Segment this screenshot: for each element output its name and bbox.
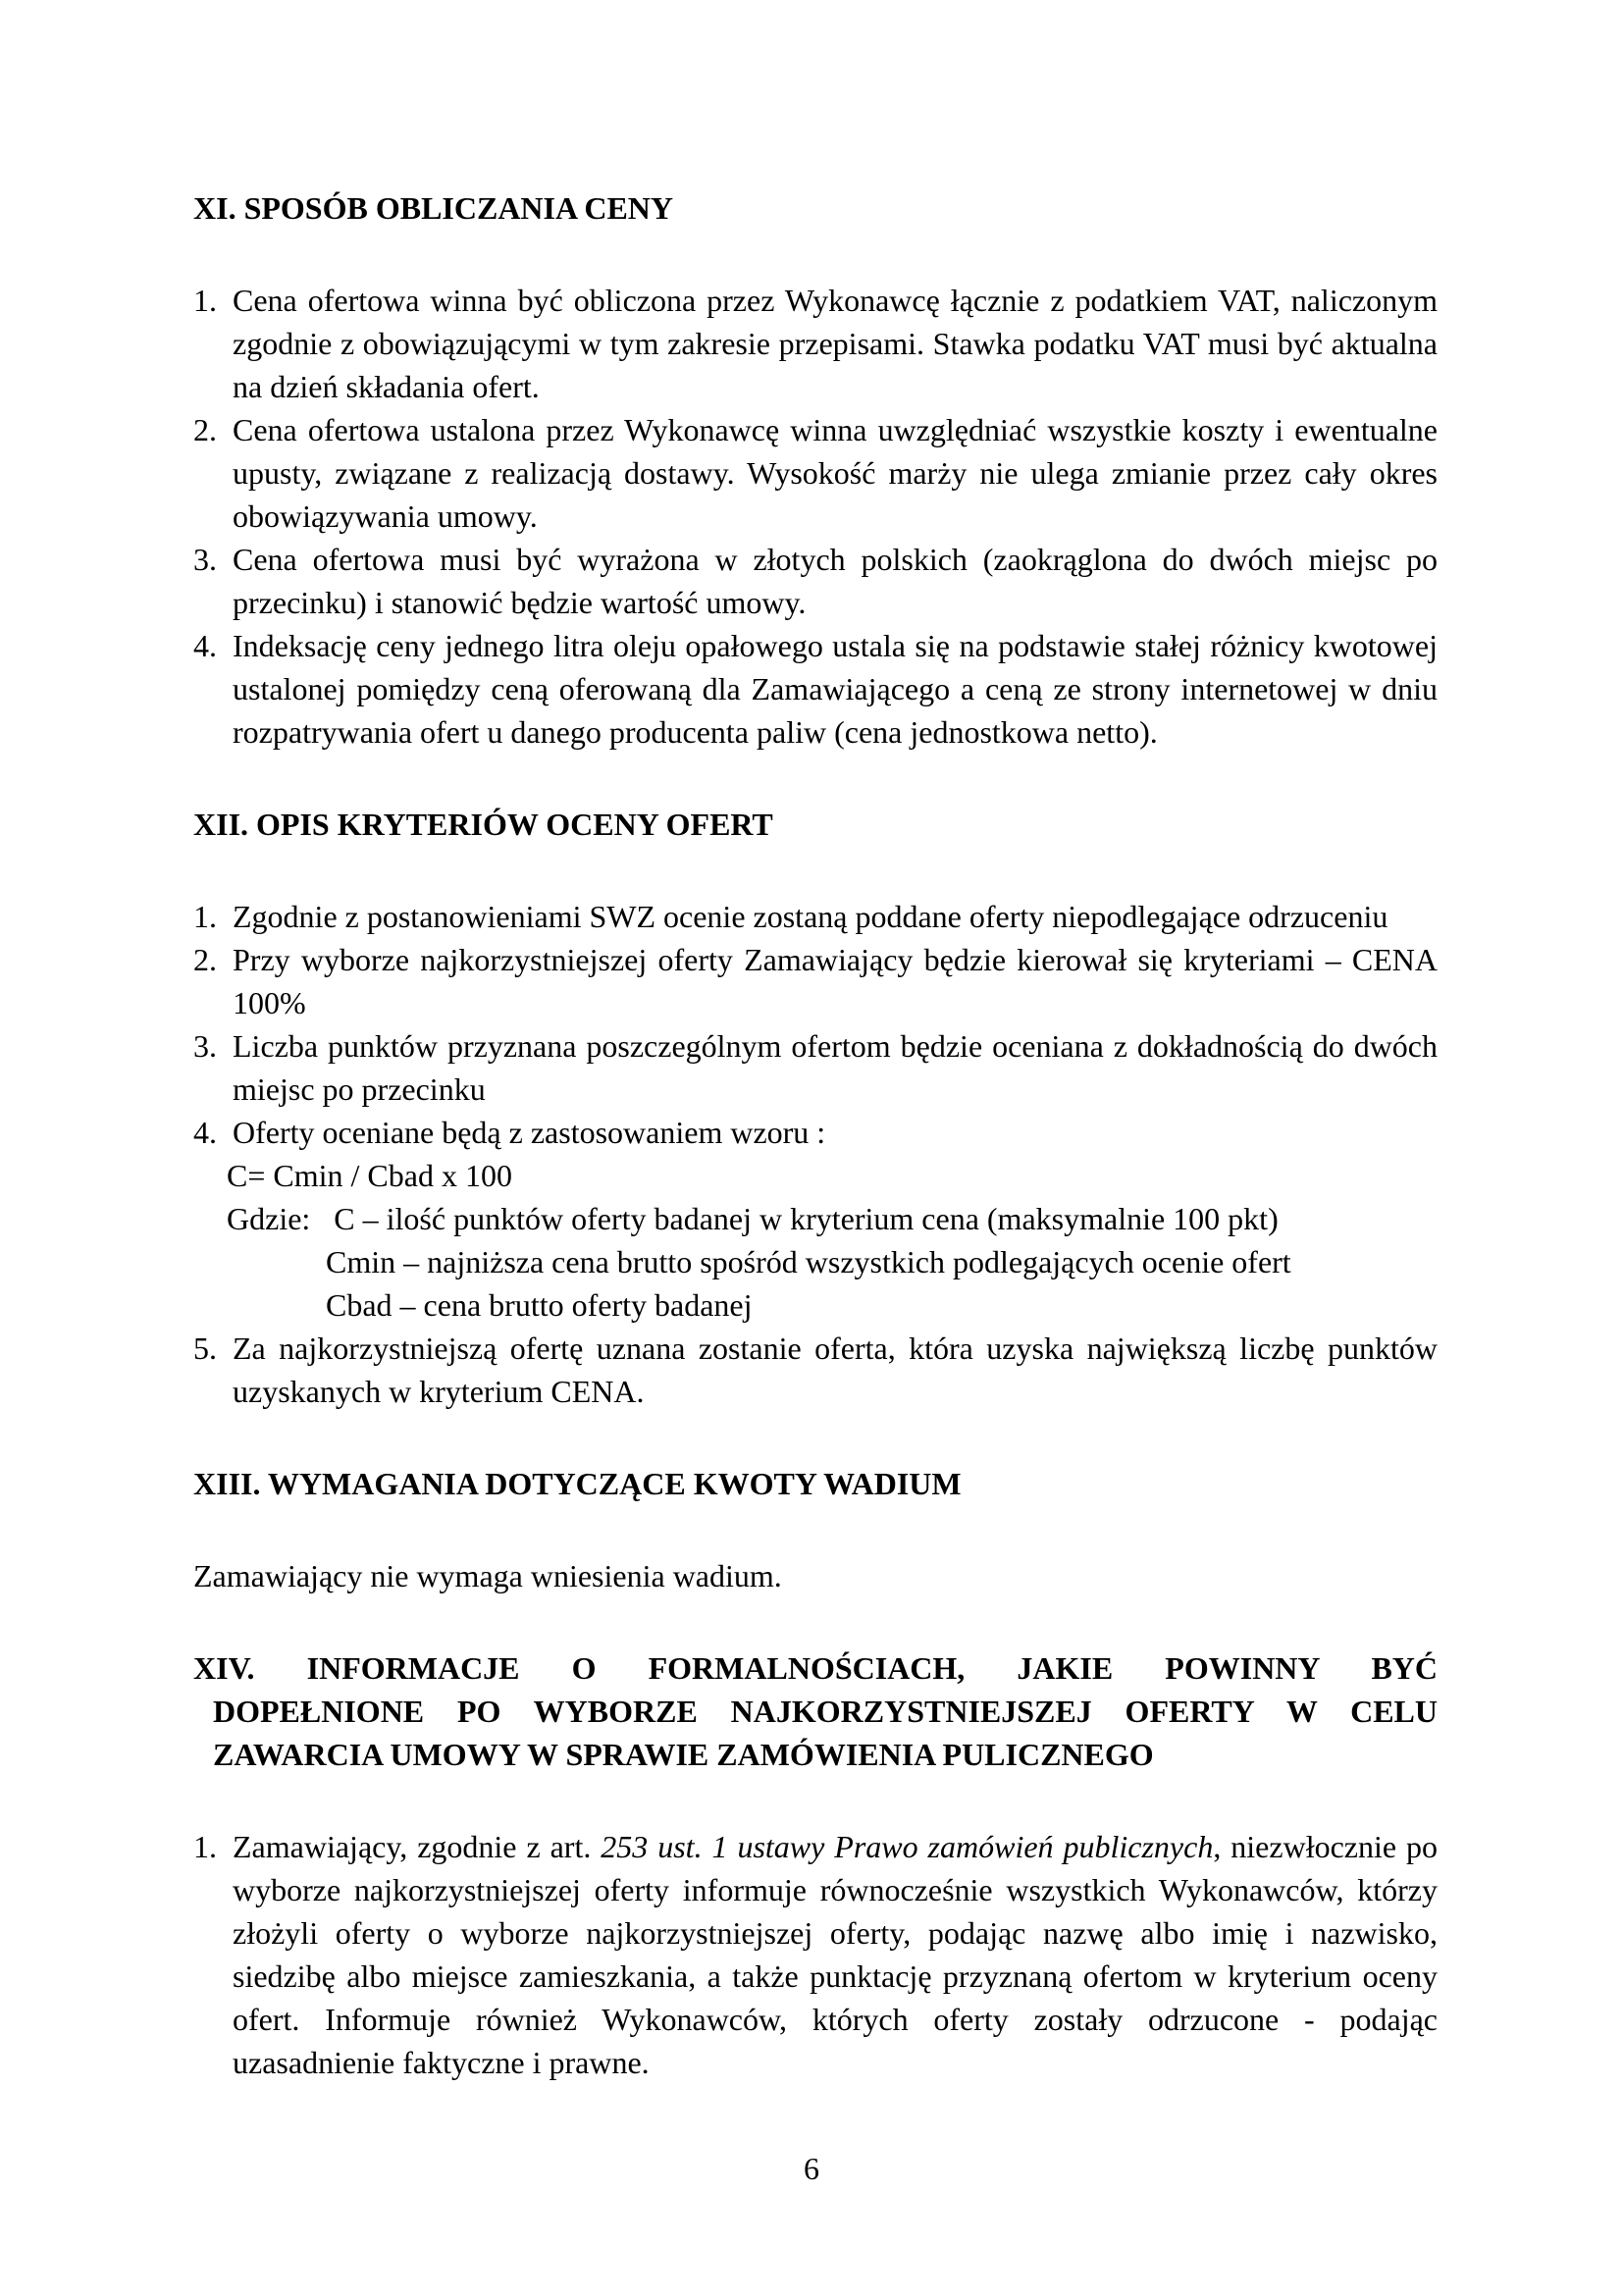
list-item: 1. Cena ofertowa winna być obliczona przez Wykonawcę łącznie z podatkiem VAT, naliczonym zgodnie z obowiązującymi w tym zakresie przepisami. Stawka podatku VAT musi być aktualna na dzień składania ofert.: [193, 283, 1438, 404]
where-cbad: Cbad – cena brutto oferty badanej: [326, 1287, 753, 1323]
list-item: 2. Przy wyborze najkorzystniejszej oferty Zamawiający będzie kierował się kryteriami – CENA 100%: [193, 942, 1438, 1020]
section-xiii-text: Zamawiający nie wymaga wniesienia wadium.: [193, 1558, 782, 1593]
section-xii-list-cont: [193, 1327, 1438, 1413]
section-xiv-list: [193, 1825, 1438, 2084]
section-xii-list: [193, 895, 1438, 1154]
section-xiii-title: XIII. WYMAGANIA DOTYCZĄCE KWOTY WADIUM: [193, 1466, 962, 1501]
page-number: 6: [804, 2151, 819, 2186]
list-item: 1. Zamawiający, zgodnie z art. 253 ust. 1 ustawy Prawo zamówień publicznych, niezwłocznie po wyborze najkorzystniejszej oferty informuje równocześnie wszystkich Wykonawców, którzy złożyli oferty o wyborze najkorzystniejszej oferty, podając nazwę albo imię i nazwisko, siedzibę albo miejsce zamieszkania, a także punktację przyznaną ofertom w kryterium oceny ofert. Informuje również Wykonawców, których oferty zostały odrzucone - podając uzasadnienie faktyczne i prawne.: [193, 1829, 1439, 2080]
list-item: 2. Cena ofertowa ustalona przez Wykonawcę winna uwzględniać wszystkie koszty i ewentualne upusty, związane z realizacją dostawy. Wysokość marży nie ulega zmianie przez cały okres obowiązywania umowy.: [193, 412, 1438, 534]
section-xiv-title: XIV. INFORMACJE O FORMALNOŚCIACH, JAKIE POWINNY BYĆ DOPEŁNIONE PO WYBORZE NAJKORZYSTNIEJSZEJ OFERTY W CELU ZAWARCIA UMOWY W SPRAWIE ZAMÓWIENIA PULICZNEGO: [193, 1650, 1438, 1772]
formula-legend: [193, 1197, 1438, 1240]
list-item: 3. Cena ofertowa musi być wyrażona w złotych polskich (zaokrąglona do dwóch miejsc po przecinku) i stanowić będzie wartość umowy.: [193, 542, 1438, 620]
list-item: 4. Indeksację ceny jednego litra oleju opałowego ustala się na podstawie stałej różnicy kwotowej ustalonej pomiędzy ceną oferowaną dla Zamawiającego a ceną ze strony internetowej w dniu rozpatrywania ofert u danego producenta paliw (cena jednostkowa netto).: [193, 628, 1438, 750]
where-label: Gdzie:: [227, 1201, 311, 1236]
where-cmin: Cmin – najniższa cena brutto spośród wszystkich podlegających ocenie ofert: [326, 1244, 1291, 1279]
document-page: [193, 186, 1438, 2084]
where-c: C – ilość punktów oferty badanej w kryterium cena (maksymalnie 100 pkt): [334, 1201, 1279, 1236]
section-xi-list: [193, 279, 1438, 754]
list-item: 3. Liczba punktów przyznana poszczególnym ofertom będzie oceniana z dokładnością do dwóch miejsc po przecinku: [193, 1028, 1438, 1107]
list-item: 4. Oferty oceniane będą z zastosowaniem wzoru :: [193, 1115, 826, 1150]
section-xii-title: XII. OPIS KRYTERIÓW OCENY OFERT: [193, 807, 773, 842]
law-reference: 253 ust. 1 ustawy Prawo zamówień publicznych: [601, 1829, 1214, 1864]
list-item: 1. Zgodnie z postanowieniami SWZ ocenie zostaną poddane oferty niepodlegające odrzuceniu: [193, 899, 1388, 934]
list-item: 5. Za najkorzystniejszą ofertę uznana zostanie oferta, która uzyska największą liczbę punktów uzyskanych w kryterium CENA.: [193, 1331, 1438, 1409]
formula: C= Cmin / Cbad x 100: [227, 1158, 512, 1193]
section-xi-title: XI. SPOSÓB OBLICZANIA CENY: [193, 190, 673, 226]
